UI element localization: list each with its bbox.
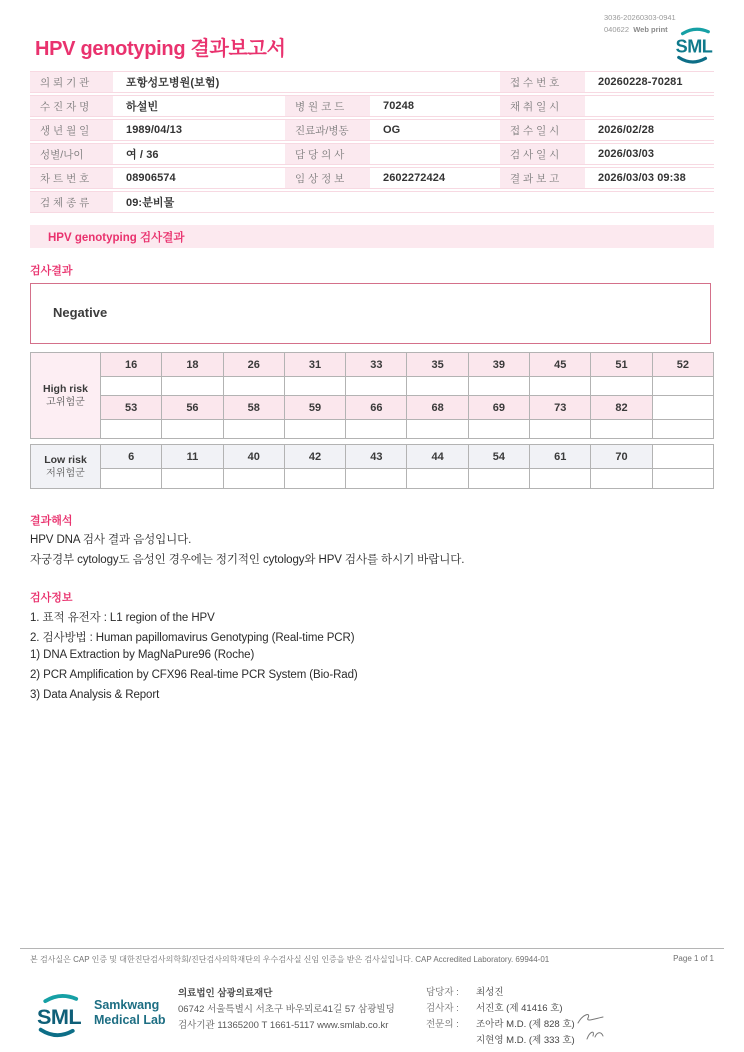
result-cell bbox=[284, 377, 345, 396]
test-date-value: 2026/03/03 bbox=[598, 148, 655, 160]
receipt-no-label: 접 수 번 호 bbox=[500, 72, 585, 92]
birth-date-value: 1989/04/13 bbox=[126, 124, 183, 136]
test-info-heading: 검사정보 bbox=[30, 592, 73, 604]
brand-line-1: Samkwang bbox=[94, 998, 160, 1012]
info-row-4 bbox=[30, 143, 714, 165]
patient-name-value: 하설빈 bbox=[126, 101, 159, 113]
manager-name: 최성진 bbox=[476, 987, 504, 998]
report-time-value: 2026/03/03 09:38 bbox=[598, 172, 686, 184]
interpretation-heading: 결과해석 bbox=[30, 515, 73, 527]
specialist-row-2 bbox=[426, 1033, 575, 1049]
sex-age-value: 여 / 36 bbox=[126, 149, 159, 161]
result-cell bbox=[101, 377, 162, 396]
result-cell bbox=[223, 377, 284, 396]
empty-cell bbox=[652, 396, 713, 420]
info-row-1 bbox=[30, 71, 714, 93]
print-meta bbox=[604, 12, 676, 35]
org-contact: 검사기관 11365200 T 1661-5117 www.smlab.co.kr bbox=[178, 1020, 389, 1031]
print-code: 040622 bbox=[604, 24, 630, 34]
result-cell bbox=[530, 469, 591, 489]
result-cell bbox=[346, 377, 407, 396]
hpv-type: 35 bbox=[407, 353, 468, 377]
dept-value: OG bbox=[383, 124, 401, 136]
req-org-label: 의 뢰 기 관 bbox=[30, 72, 113, 92]
result-cell bbox=[652, 469, 713, 489]
result-cell bbox=[591, 420, 652, 439]
manager-row bbox=[426, 985, 575, 1001]
info-row-6 bbox=[30, 191, 714, 213]
result-cell bbox=[162, 377, 223, 396]
info-row-3 bbox=[30, 119, 714, 141]
clinical-info-value: 2602272424 bbox=[383, 172, 446, 184]
clinical-info-label: 임 상 정 보 bbox=[285, 168, 370, 188]
receipt-no-value: 20260228-70281 bbox=[598, 76, 683, 88]
hpv-type: 52 bbox=[652, 353, 713, 377]
result-cell bbox=[591, 377, 652, 396]
sml-logo-icon bbox=[670, 26, 718, 71]
hpv-type: 68 bbox=[407, 396, 468, 420]
result-cell bbox=[223, 420, 284, 439]
result-cell bbox=[284, 420, 345, 439]
section-bar-title: HPV genotyping 검사결과 bbox=[48, 231, 185, 244]
chart-no-label: 차 트 번 호 bbox=[30, 168, 113, 188]
print-line bbox=[604, 24, 676, 36]
hpv-type: 51 bbox=[591, 353, 652, 377]
cap-accreditation-text: 본 검사실은 CAP 인증 및 대한진단검사의학회/진단검사의학재단의 우수검사실 신임 인증을 받은 검사실입니다. CAP Accredited Laboratory. 69944-01 bbox=[30, 955, 550, 964]
hpv-type: 33 bbox=[346, 353, 407, 377]
info-row-2 bbox=[30, 95, 714, 117]
hospital-code-value: 70248 bbox=[383, 100, 415, 112]
hpv-type: 56 bbox=[162, 396, 223, 420]
result-cell bbox=[468, 377, 529, 396]
hpv-type: 53 bbox=[101, 396, 162, 420]
brand-wordmark bbox=[94, 998, 166, 1028]
result-cell bbox=[346, 469, 407, 489]
section-bar bbox=[30, 225, 714, 248]
hpv-type: 44 bbox=[407, 445, 468, 469]
page-number: Page 1 of 1 bbox=[673, 954, 714, 963]
doctor-value bbox=[370, 144, 500, 164]
high-risk-result-row-1 bbox=[31, 377, 714, 396]
hpv-type: 82 bbox=[591, 396, 652, 420]
specimen-value: 09:분비물 bbox=[126, 197, 175, 209]
result-section-heading: 검사결과 bbox=[30, 265, 73, 277]
hpv-type: 42 bbox=[284, 445, 345, 469]
interpretation-line-2: 자궁경부 cytology도 음성인 경우에는 정기적인 cytology와 HPV 검사를 하시기 바랍니다. bbox=[30, 554, 465, 566]
high-risk-label-ko: 고위험군 bbox=[46, 396, 85, 408]
hpv-type: 59 bbox=[284, 396, 345, 420]
result-cell bbox=[652, 420, 713, 439]
hpv-type: 73 bbox=[530, 396, 591, 420]
receipt-date-label: 접 수 일 시 bbox=[500, 120, 585, 140]
org-address: 06742 서울특별시 서초구 바우뫼로41길 57 삼광빌딩 bbox=[178, 1004, 395, 1015]
sml-footer-logo-icon bbox=[30, 992, 88, 1045]
low-risk-label-en: Low risk bbox=[44, 453, 87, 466]
low-risk-row-header bbox=[31, 445, 101, 489]
tester-label: 검사자 : bbox=[426, 1003, 459, 1014]
specimen-label: 검 체 종 류 bbox=[30, 192, 113, 212]
hpv-type: 11 bbox=[162, 445, 223, 469]
hpv-type: 58 bbox=[223, 396, 284, 420]
result-cell bbox=[346, 420, 407, 439]
hpv-type: 16 bbox=[101, 353, 162, 377]
report-time-label: 결 과 보 고 bbox=[500, 168, 585, 188]
specialist-name-2: 지현영 M.D. (제 333 호) bbox=[476, 1035, 575, 1046]
page-title: HPV genotyping 결과보고서 bbox=[35, 38, 286, 60]
result-box bbox=[30, 283, 711, 344]
result-cell bbox=[652, 377, 713, 396]
specialist-label: 전문의 : bbox=[426, 1019, 459, 1030]
result-cell bbox=[407, 377, 468, 396]
result-value: Negative bbox=[53, 305, 108, 320]
high-risk-label-en: High risk bbox=[43, 382, 88, 395]
print-label: Web print bbox=[633, 24, 668, 34]
chart-no-value: 08906574 bbox=[126, 172, 176, 184]
tester-name: 서진호 (제 41416 호) bbox=[476, 1003, 563, 1014]
test-info-line-5: 3) Data Analysis & Report bbox=[30, 689, 160, 701]
hpv-type: 18 bbox=[162, 353, 223, 377]
result-cell bbox=[223, 469, 284, 489]
hpv-type: 31 bbox=[284, 353, 345, 377]
specialist-name-1: 조아라 M.D. (제 828 호) bbox=[476, 1019, 575, 1030]
signature-icon bbox=[584, 1028, 606, 1047]
empty-cell bbox=[652, 445, 713, 469]
doc-number: 3036-20260303-0941 bbox=[604, 13, 676, 22]
collect-time-value bbox=[585, 96, 714, 116]
low-risk-table bbox=[30, 444, 714, 489]
hpv-type: 6 bbox=[101, 445, 162, 469]
test-info-line-4: 2) PCR Amplification by CFX96 Real-time PCR System (Bio-Rad) bbox=[30, 669, 358, 681]
svg-text:SML: SML bbox=[36, 1004, 82, 1029]
result-cell bbox=[284, 469, 345, 489]
hpv-type: 54 bbox=[468, 445, 529, 469]
result-cell bbox=[162, 469, 223, 489]
result-cell bbox=[530, 420, 591, 439]
result-cell bbox=[407, 420, 468, 439]
hpv-type: 69 bbox=[468, 396, 529, 420]
receipt-date-value: 2026/02/28 bbox=[598, 124, 655, 136]
specialist-row-1 bbox=[426, 1017, 575, 1033]
hpv-type: 43 bbox=[346, 445, 407, 469]
result-cell bbox=[468, 469, 529, 489]
hpv-type: 70 bbox=[591, 445, 652, 469]
hpv-type: 66 bbox=[346, 396, 407, 420]
hpv-type: 26 bbox=[223, 353, 284, 377]
result-cell bbox=[101, 469, 162, 489]
result-cell bbox=[530, 377, 591, 396]
info-row-5 bbox=[30, 167, 714, 189]
sex-age-label: 성별/나이 bbox=[30, 144, 113, 164]
test-info-line-2: 2. 검사방법 : Human papillomavirus Genotyping (Real-time PCR) bbox=[30, 632, 355, 644]
staff-block bbox=[426, 985, 575, 1049]
tester-row bbox=[426, 1001, 575, 1017]
high-risk-table bbox=[30, 352, 714, 439]
org-name: 의료법인 삼광의료재단 bbox=[178, 988, 273, 999]
collect-time-label: 채 취 일 시 bbox=[500, 96, 585, 116]
low-risk-label-ko: 저위험군 bbox=[46, 467, 85, 479]
hpv-type: 40 bbox=[223, 445, 284, 469]
test-date-label: 검 사 일 시 bbox=[500, 144, 585, 164]
hpv-type: 61 bbox=[530, 445, 591, 469]
hpv-type: 45 bbox=[530, 353, 591, 377]
patient-name-label: 수 진 자 명 bbox=[30, 96, 113, 116]
req-org-value: 포항성모병원(보험) bbox=[126, 77, 220, 89]
high-risk-result-row-2 bbox=[31, 420, 714, 439]
footer-divider bbox=[20, 948, 724, 949]
hospital-code-label: 병 원 코 드 bbox=[285, 96, 370, 116]
doctor-label: 담 당 의 사 bbox=[285, 144, 370, 164]
hpv-type: 39 bbox=[468, 353, 529, 377]
low-risk-result-row bbox=[31, 469, 714, 489]
result-cell bbox=[407, 469, 468, 489]
result-cell bbox=[162, 420, 223, 439]
result-cell bbox=[468, 420, 529, 439]
interpretation-line-1: HPV DNA 검사 결과 음성입니다. bbox=[30, 534, 192, 546]
result-cell bbox=[591, 469, 652, 489]
brand-line-2: Medical Lab bbox=[94, 1013, 166, 1027]
high-risk-row-header bbox=[31, 353, 101, 439]
specialist-label-spacer bbox=[426, 1033, 470, 1049]
test-info-line-3: 1) DNA Extraction by MagNaPure96 (Roche) bbox=[30, 649, 255, 661]
test-info-line-1: 1. 표적 유전자 : L1 region of the HPV bbox=[30, 612, 215, 624]
result-cell bbox=[101, 420, 162, 439]
manager-label: 담당자 : bbox=[426, 987, 459, 998]
svg-text:SML: SML bbox=[675, 36, 713, 57]
birth-date-label: 생 년 월 일 bbox=[30, 120, 113, 140]
dept-label: 진료과/병동 bbox=[285, 120, 370, 140]
